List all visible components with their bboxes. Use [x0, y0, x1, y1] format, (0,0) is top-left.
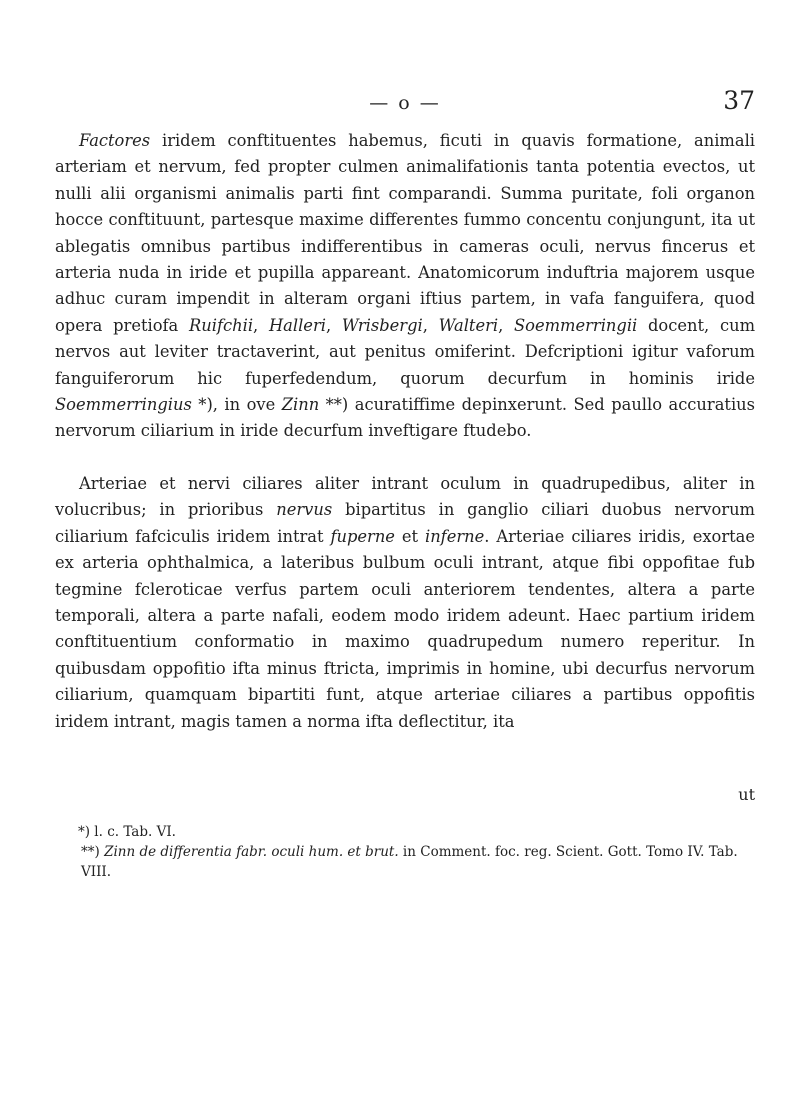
paragraph-2 — [55, 471, 755, 735]
text-run: iridem conftituentes habemus, ficuti in quavis formatione, animali arteriam et nervum, fed propter culmen animalifationis tanta potentia evectos, ut nulli alii organismi animalis parti fint comparandi. Summa puritate, foli organon hocce conftituunt, partesque maxime differentes fummo concentu conjungunt, ita ut ablegatis omnibus partibus indifferentibus in cameras oculi, nervus fincerus et arteria nuda in iride et pupilla appareant. Anatomicorum induftria majorem usque adhuc curam impendit in alteram organi iftius partem, in vafa fanguifera, quod opera pretiofa — [55, 131, 755, 335]
italic-text: Wrisbergi — [341, 315, 423, 335]
text-run: , — [422, 315, 439, 335]
italic-text: Zinn — [281, 395, 320, 415]
footnote-2 — [78, 842, 758, 882]
italic-text: Walteri — [438, 315, 499, 335]
text-run: et — [394, 526, 425, 546]
paragraph-1 — [55, 128, 755, 445]
text-run: in Comment. foc. reg. Scient. Gott. Tomo IV. Tab. VIII. — [81, 844, 738, 880]
text-run: , — [325, 315, 342, 335]
italic-text: fuperne — [330, 526, 395, 546]
italic-text: Halleri — [268, 315, 326, 335]
footnotes — [78, 822, 758, 882]
text-run: *), in ove — [191, 395, 282, 415]
footnote-1 — [78, 822, 758, 842]
running-header — [55, 86, 755, 122]
text-run: bipartitus in ganglio ciliari duobus nervorum ciliarium fafciculis iridem intrat — [55, 500, 755, 546]
italic-text: inferne — [424, 526, 485, 546]
italic-text: Soemmerringii — [514, 315, 638, 335]
page-number: 37 — [723, 86, 755, 115]
text-run: docent, cum nervos aut leviter tractaverint, aut penitus omiferint. Defcriptioni igitur vaforum fanguiferorum hic fuperfedendum, quorum decurfum in hominis iride — [55, 315, 756, 388]
italic-text: Factores — [79, 131, 151, 150]
text-run: **) acuratiffime depinxerunt. Sed paullo accuratius nervorum ciliarium in iride decurfum inveftigare ftudebo. — [55, 395, 755, 441]
text-run: Arteriae et nervi ciliares aliter intrant oculum in quadrupedibus, aliter in volucribus; in prioribus — [55, 473, 755, 520]
italic-text: Soemmerringius — [55, 395, 192, 415]
main-text — [55, 128, 755, 735]
italic-text: Zinn de differentia fabr. oculi hum. et brut. — [104, 844, 399, 860]
header-ornament: — o — — [369, 92, 441, 114]
catchword: ut — [738, 785, 755, 804]
text-run: **) — [81, 844, 105, 860]
italic-text: nervus — [276, 500, 333, 520]
text-run: *) l. c. Tab. VI. — [78, 824, 176, 840]
text-run: , — [498, 315, 515, 335]
italic-text: Ruifchii — [189, 315, 254, 335]
text-run: . Arteriae ciliares iridis, exortae ex arteria ophthalmica, a lateribus bulbum oculi intrant, atque fibi oppofitae fub tegmine fcleroticae verfus partem oculi anteriorem tendentes, altera a parte temporali, altera a parte nafali, eodem modo iridem adeunt. Haec partium iridem conftituentium conformatio in maximo quadrupedum numero reperitur. In quibusdam oppofitio ifta minus ftricta, imprimis in homine, ubi decurfus nervorum ciliarium, quamquam bipartiti funt, atque arteriae ciliares a partibus oppofitis iridem intrant, magis tamen a norma ifta deflectitur, ita — [55, 526, 756, 731]
text-run: , — [253, 315, 269, 335]
